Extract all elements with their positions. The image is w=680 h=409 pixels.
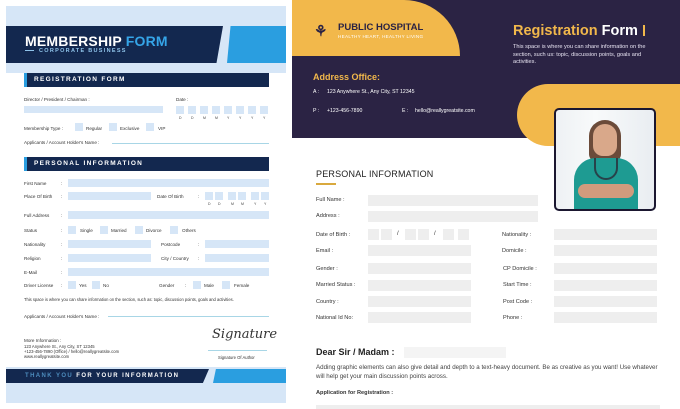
married-status-input[interactable] (368, 280, 471, 291)
colon: : (61, 270, 63, 275)
signature-text: Signature (212, 327, 278, 342)
address-label: Address : (316, 213, 340, 219)
dob-day-box[interactable] (381, 229, 392, 240)
dob-letter: Y (254, 202, 257, 206)
personal-information-heading: PERSONAL INFORMATION (316, 169, 434, 179)
gender-input[interactable] (368, 263, 471, 274)
dob-day-box[interactable] (368, 229, 379, 240)
date-digit-box[interactable] (260, 106, 268, 114)
photo-head (593, 124, 617, 156)
hospital-name: PUBLIC HOSPITAL (338, 22, 424, 33)
colon: : (61, 194, 63, 199)
start-time-label: Start Time : (503, 282, 532, 288)
date-letter: Y (251, 116, 254, 120)
registration-section-header: REGISTRATION FORM (24, 73, 269, 87)
exclusive-option-label: Exclusive (120, 126, 140, 131)
title-accent-shape (227, 26, 286, 63)
dob-digit-box[interactable] (215, 192, 223, 200)
gender-label: Gender : (316, 266, 338, 272)
first-name-input[interactable] (68, 179, 269, 187)
dob-digit-box[interactable] (228, 192, 236, 200)
date-letter: D (179, 116, 182, 120)
signature-caption: Signature Of Author (218, 355, 255, 360)
status-label: Status (24, 228, 38, 233)
domicile-label: Domicile : (502, 248, 527, 254)
nationality-label: Nationality (24, 242, 46, 247)
first-name-label: First Name (24, 181, 47, 186)
hospital-registration-document (292, 0, 680, 409)
date-separator: / (434, 231, 436, 237)
date-letter: M (203, 116, 206, 120)
single-option-label: Single (80, 228, 93, 233)
address-value: 123 Anywhere St., Any City, ST 12345 (327, 89, 415, 95)
address-input[interactable] (368, 211, 538, 222)
membership-type-label: Membership Type : (24, 126, 63, 131)
application-input[interactable] (316, 405, 660, 409)
address-office-title: Address Office: (313, 72, 381, 82)
start-time-input[interactable] (554, 280, 657, 291)
female-checkbox[interactable] (222, 281, 230, 289)
married-option-label: Married (111, 228, 127, 233)
post-code-input[interactable] (554, 296, 657, 307)
national-id-input[interactable] (368, 312, 471, 323)
regular-option-label: Regular (86, 126, 103, 131)
vip-checkbox[interactable] (146, 123, 154, 131)
dob-year-box[interactable] (443, 229, 454, 240)
thank-you-banner: THANK YOU FOR YOUR INFORMATION (25, 373, 180, 379)
full-address-input[interactable] (68, 211, 269, 219)
hospital-logo-icon: ⚘ (314, 23, 328, 40)
date-letter: Y (227, 116, 230, 120)
colon: : (198, 242, 200, 247)
date-digit-box[interactable] (248, 106, 256, 114)
date-of-birth-label: Date Of Birth (157, 194, 184, 199)
membership-form-subtitle: CORPORATE BUSINESS (25, 48, 127, 54)
date-digit-box[interactable] (176, 106, 184, 114)
dob-letter: M (241, 202, 244, 206)
colon: : (198, 256, 200, 261)
hospital-tagline: HEALTHY HEART, HEALTHY LIVING (338, 34, 424, 39)
footer-address: 123 Anywhere St., Any City, ST 12345 (24, 344, 95, 349)
colon: : (185, 283, 187, 288)
date-letter: Y (263, 116, 266, 120)
domicile-input[interactable] (554, 245, 657, 256)
country-label: Country : (316, 299, 339, 305)
footer-contact: +123-456-7890 (Office) / hello@reallygreatsite.com (24, 349, 120, 354)
dob-digit-box[interactable] (238, 192, 246, 200)
male-checkbox[interactable] (193, 281, 201, 289)
email-field-label: Email : (316, 248, 334, 254)
salutation: Dear Sir / Madam : (316, 347, 395, 357)
national-id-label: National Id No: (316, 315, 354, 321)
heading-underline (316, 183, 336, 185)
full-name-input[interactable] (368, 195, 538, 206)
city-country-label: City / Country (161, 256, 189, 261)
cp-domicile-input[interactable] (554, 263, 657, 274)
divorce-option-label: Divorce (146, 228, 162, 233)
place-of-birth-input[interactable] (68, 192, 151, 200)
single-checkbox[interactable] (68, 226, 76, 234)
married-status-label: Married Status : (316, 282, 356, 288)
phone-prefix: P : (313, 108, 320, 114)
colon: : (61, 181, 63, 186)
address-prefix: A : (313, 89, 320, 95)
date-letter: D (191, 116, 194, 120)
dob-letter: D (218, 202, 221, 206)
full-name-label: Full Name : (316, 197, 345, 203)
phone-input[interactable] (554, 312, 657, 323)
dob-digit-box[interactable] (251, 192, 259, 200)
date-label: Date : (176, 97, 189, 102)
cp-domicile-label: CP Domicile : (503, 266, 537, 272)
applicant-name-label: Applicants / Account Holder's Name : (24, 140, 100, 145)
date-digit-box[interactable] (236, 106, 244, 114)
applicant-name-label-2: Applicants / Account Holder's Name : (24, 314, 100, 319)
membership-form-document (0, 0, 288, 409)
others-checkbox[interactable] (170, 226, 178, 234)
personal-section-header: PERSONAL INFORMATION (24, 157, 269, 171)
phone-value: +123-456-7890 (327, 108, 363, 114)
dob-digit-box[interactable] (205, 192, 213, 200)
gender-label: Gender (159, 283, 175, 288)
date-separator: / (397, 231, 399, 237)
colon: : (198, 194, 200, 199)
more-info-label: More Information : (24, 338, 62, 343)
license-no-checkbox[interactable] (92, 281, 100, 289)
colon: : (61, 256, 63, 261)
registration-description: This space is where you can share information on the section, such us: topic, discussion points, goals and activities. (513, 44, 646, 66)
license-yes-label: Yes (79, 283, 87, 288)
dob-month-box[interactable] (418, 229, 429, 240)
driver-license-label: Driver License (24, 283, 54, 288)
body-paragraph: Adding graphic elements can also give detail and depth to a text-heavy document. Be as creative as you want! Use whatever will help get your main discussion points across. (316, 364, 658, 380)
photo-arms (578, 184, 634, 198)
colon: : (61, 283, 63, 288)
exclusive-checkbox[interactable] (109, 123, 117, 131)
email-label: E-Mail (24, 270, 38, 275)
colon: : (61, 228, 63, 233)
dob-digit-box[interactable] (261, 192, 269, 200)
director-input[interactable] (24, 106, 163, 113)
applicant-name-line-2[interactable] (108, 316, 269, 317)
footer-website: www.reallygreatsite.com (24, 354, 70, 359)
license-yes-checkbox[interactable] (68, 281, 76, 289)
date-of-birth-label: Date of Birth : (316, 232, 351, 238)
registration-form-title: Registration Form (513, 23, 645, 39)
nurse-photo (554, 108, 656, 211)
male-option-label: Male (204, 283, 214, 288)
footer-accent-shape (213, 369, 286, 383)
email-value: hello@reallygreatsite.com (415, 108, 475, 114)
phone-label: Phone : (503, 315, 523, 321)
date-letter: M (215, 116, 218, 120)
place-of-birth-label: Place Of Birth (24, 194, 53, 199)
application-label: Application for Registration : (316, 390, 394, 396)
title-bar-accent (643, 25, 645, 36)
director-label: Director / President / Chairman : (24, 97, 90, 102)
divorce-checkbox[interactable] (135, 226, 143, 234)
salutation-input[interactable] (404, 347, 506, 358)
nationality-label: Nationality : (502, 232, 532, 238)
dob-letter: D (208, 202, 211, 206)
date-digit-box[interactable] (188, 106, 196, 114)
colon: : (61, 242, 63, 247)
date-digit-box[interactable] (224, 106, 232, 114)
applicant-name-line[interactable] (112, 143, 269, 144)
email-input[interactable] (368, 245, 471, 256)
date-digit-box[interactable] (200, 106, 208, 114)
date-digit-box[interactable] (212, 106, 220, 114)
email-input[interactable] (68, 268, 269, 276)
email-prefix: E : (402, 108, 409, 114)
full-address-label: Full Address (24, 213, 50, 218)
postcode-label: Postcode (161, 242, 181, 247)
dob-month-box[interactable] (405, 229, 416, 240)
nationality-input[interactable] (554, 229, 657, 240)
religion-input[interactable] (68, 254, 151, 262)
religion-label: Religion (24, 256, 41, 261)
note-text: This space is where you can share information on the section, such as: topic, discussion points, goals and activities. (24, 297, 234, 302)
city-country-input[interactable] (205, 254, 269, 262)
vip-option-label: VIP (158, 126, 166, 131)
license-no-label: No (103, 283, 109, 288)
signature-line[interactable] (208, 350, 267, 351)
date-letter: Y (239, 116, 242, 120)
postcode-input[interactable] (205, 240, 269, 248)
dob-letter: Y (264, 202, 267, 206)
married-checkbox[interactable] (100, 226, 108, 234)
nationality-input[interactable] (68, 240, 151, 248)
others-option-label: Others (182, 228, 196, 233)
dob-letter: M (231, 202, 234, 206)
country-input[interactable] (368, 296, 471, 307)
female-option-label: Female (234, 283, 250, 288)
colon: : (61, 213, 63, 218)
post-code-label: Post Code : (503, 299, 533, 305)
dob-year-box[interactable] (458, 229, 469, 240)
membership-form-title: MEMBERSHIP FORM (25, 33, 168, 49)
regular-checkbox[interactable] (75, 123, 83, 131)
